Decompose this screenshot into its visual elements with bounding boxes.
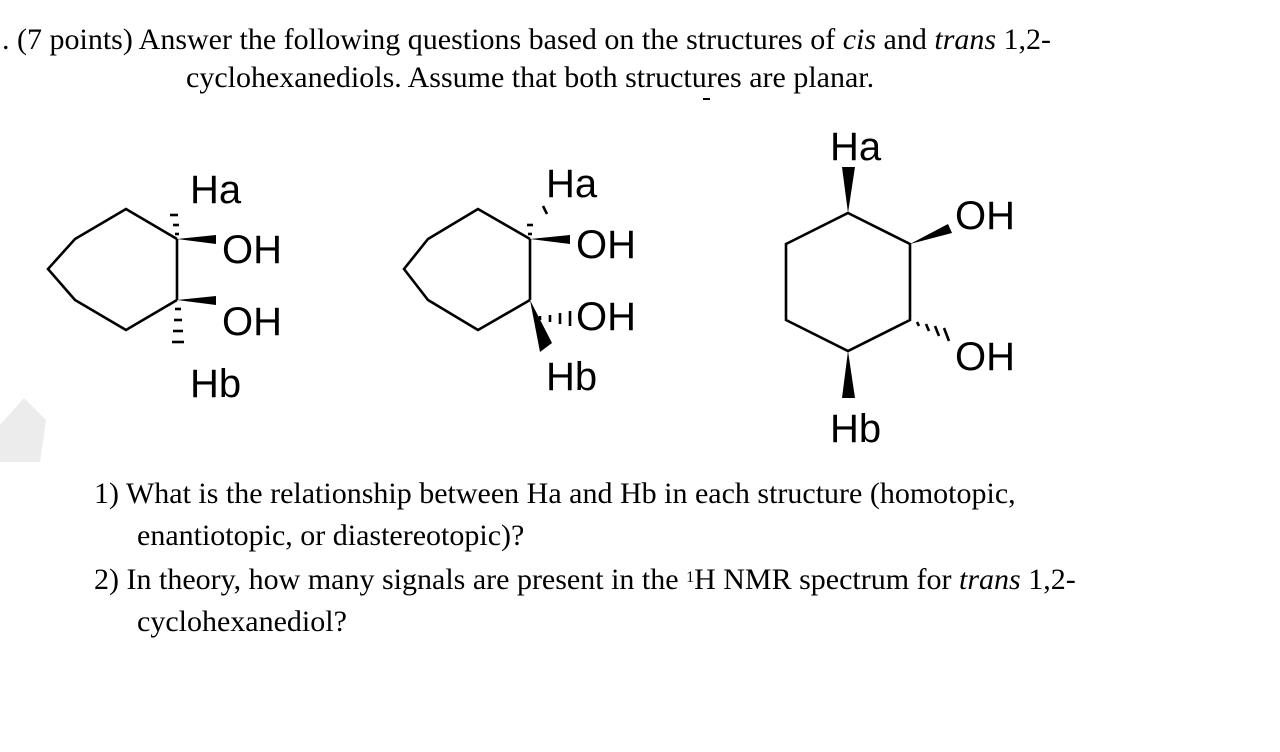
question-2-line-1: 2) In theory, how many signals are present in the $^1$H NMR spectrum for trans 1,2- [94,563,1076,596]
nmr-isotope-superscript: 1 [686,569,695,586]
question-header-line-2: cyclohexanediols. Assume that both structures are planar. [186,61,875,94]
question-2-line-2: cyclohexanediol? [137,605,347,638]
trans-b-wedge-oh-top [910,224,952,244]
structure-cis [48,168,282,406]
trans-b-hash-oh-bottom [917,322,949,341]
trans-b-wedge-hb [842,351,855,398]
question-header-line-1: . (7 points) Answer the following questions based on the structures of cis and trans 1,2- [2,23,1052,56]
trans-a-wedge-oh-top [530,235,570,244]
cis-hash-ha [170,215,179,234]
cis-hash-hb [172,309,184,342]
cis-wedge-oh-top [177,235,216,244]
cis-label-oh-bottom: OH [222,300,282,344]
trans-b-label-oh-bottom: OH [955,335,1015,379]
trans-a-label-ha: Ha [546,162,598,206]
cis-ring [48,209,177,330]
trans-b-wedge-ha [842,167,855,213]
trans-b-ring [786,213,910,351]
trans-b-label-hb: Hb [830,407,882,451]
structure-trans-b [786,125,1015,451]
trans-a-hash-ha [527,206,547,234]
trans-b-label-ha: Ha [830,125,882,169]
question-1-line-1: 1) What is the relationship between Ha and Hb in each structure (homotopic, [94,477,1016,510]
question-1-line-2: enantiotopic, or diastereotopic)? [137,519,525,552]
trans-a-ring [404,209,530,330]
trans-a-hash-oh-bottom [540,311,570,326]
trans-a-label-oh-top: OH [576,223,636,267]
cis-wedge-oh-bottom [177,296,216,305]
cis-label-hb: Hb [190,362,242,406]
trans-a-wedge-hb [530,300,552,352]
trans-a-label-oh-bottom: OH [576,295,636,339]
trans-b-label-oh-top: OH [955,194,1015,238]
cis-label-oh-top: OH [222,228,282,272]
background-shape [0,398,46,462]
cis-label-ha: Ha [190,168,242,212]
structure-trans-a [404,162,636,399]
trans-a-label-hb: Hb [546,355,598,399]
